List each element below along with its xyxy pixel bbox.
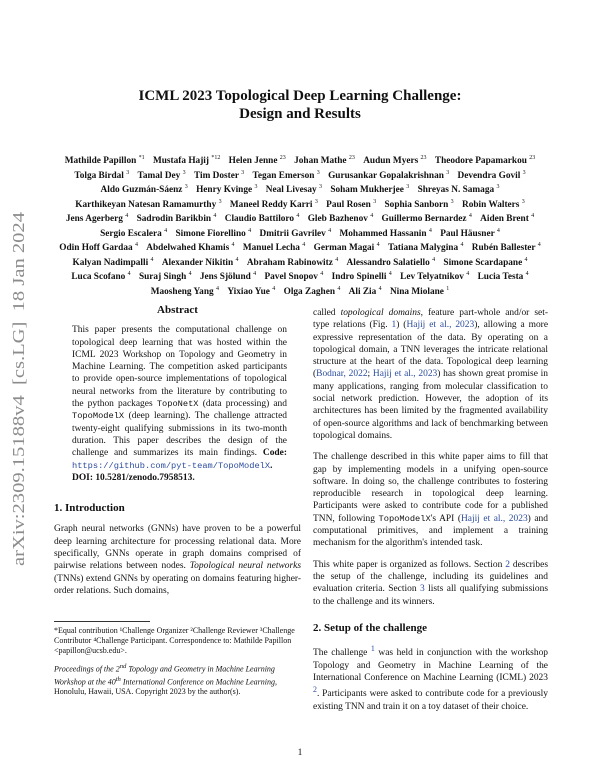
author-name — [326, 200, 376, 210]
author-name — [138, 171, 186, 181]
author-name-text: Tim Doster — [193, 170, 239, 181]
author-affiliation: 3 — [254, 184, 258, 190]
arxiv-identifier-stamp — [8, 212, 30, 566]
p2-text-b: 's API ( — [430, 513, 461, 524]
proceedings-text-a: Proceedings of the 2 — [54, 664, 120, 674]
abstract-body — [72, 324, 287, 484]
author-name-text: Gurusankar Gopalakrishnan — [328, 170, 444, 181]
author-affiliation: 4 — [215, 285, 219, 292]
author-name-text: Sergio Escalera — [100, 228, 162, 239]
author-name — [388, 243, 464, 253]
author-affiliation: 4 — [235, 256, 239, 263]
author-name-text: Theodore Papamarkou — [434, 156, 527, 167]
author-name — [137, 214, 217, 224]
author-name — [139, 272, 192, 282]
intro-text-1: Graph neural networks (GNNs) have proven to be a powerful deep learning architecture for processing relational data. More specifically, GNNs operate in graph domains comprised of pairwise relations between nodes. — [54, 524, 301, 572]
footnotes — [54, 621, 301, 703]
p3-text-a: This white paper is organized as follows. Section — [313, 559, 506, 570]
section-3-link[interactable]: 3 — [419, 584, 425, 595]
doi-text: . DOI: 10.5281/zenodo.7958513. — [72, 460, 273, 483]
author-name-text: German Magai — [313, 243, 375, 254]
author-name-text: Gleb Bazhenov — [307, 214, 368, 225]
author-affiliation: 4 — [272, 285, 276, 292]
author-name — [151, 287, 219, 297]
author-affiliation: 4 — [432, 256, 436, 263]
author-name-text: Alexander Nikitin — [161, 257, 234, 268]
author-name — [253, 171, 320, 181]
abstract-text-2: (data processing) and — [198, 399, 287, 410]
author-name-text: Maneel Reddy Karri — [229, 199, 313, 210]
author-name-text: Mustafa Hajij — [152, 156, 209, 167]
author-name-text: Tatiana Malygina — [387, 243, 459, 254]
proceedings-sup-2: th — [115, 675, 121, 683]
author-affiliation: 3 — [406, 184, 410, 190]
arxiv-stamp-text: arXiv:2309.15188v4 [cs.LG] 18 Jan 2024 — [9, 273, 28, 566]
author-affiliation: 4 — [388, 271, 392, 277]
author-name — [229, 156, 286, 166]
author-name-text: Simone Fiorellino — [175, 228, 246, 239]
author-name — [200, 272, 256, 282]
author-affiliation: 3 — [450, 198, 454, 205]
author-name — [146, 243, 234, 253]
author-name — [294, 156, 355, 166]
citation-link[interactable]: Bodnar, 2022 — [316, 369, 368, 380]
p1-text-f: ) has shown great promise in many applications, ranging from molecular classification to social network prediction. However, the adoption of its architectures has been limited by the fragmented availability of open-source algorithms and lack of benchmarking between topological domains. — [313, 369, 548, 441]
author-name-text: Lucia Testa — [477, 272, 524, 283]
author-name-text: Johan Mathe — [294, 156, 347, 167]
author-name-text: Soham Mukherjee — [330, 185, 404, 196]
author-list — [55, 153, 545, 298]
right-paragraph-3 — [313, 559, 548, 608]
author-affiliation: 4 — [496, 227, 500, 234]
author-name — [162, 258, 239, 268]
author-affiliation: 3 — [241, 169, 245, 176]
author-name-text: Dmitrii Gavrilev — [259, 228, 326, 239]
introduction-heading: 1. Introduction — [54, 502, 125, 515]
author-affiliation: 4 — [337, 285, 341, 292]
author-name — [230, 200, 318, 210]
author-affiliation: 4 — [428, 227, 432, 234]
author-name — [196, 185, 257, 195]
author-affiliation: 4 — [524, 256, 528, 263]
author-affiliation: 23 — [420, 155, 427, 161]
author-affiliation: 4 — [150, 256, 154, 263]
p1-text-c: ) ( — [396, 320, 407, 331]
author-name-text: Lev Telyatnikov — [400, 272, 464, 283]
author-name — [347, 258, 436, 268]
author-name-text: Sadrodin Barikbin — [136, 214, 212, 225]
author-name — [101, 185, 188, 195]
author-affiliation: *1 — [138, 155, 145, 161]
author-name-text: Sophia Sanborn — [384, 199, 449, 210]
p4-text-b: was held in conjunction with the workshop Topology and Geometry in Machine Learning of the International Conference on Machine Learning (ICML) 2023 — [313, 648, 549, 683]
author-name-text: Indro Spinelli — [331, 272, 387, 283]
author-affiliation: *12 — [211, 155, 221, 161]
author-name — [363, 156, 426, 166]
author-affiliation: 4 — [460, 242, 464, 248]
author-name — [72, 258, 153, 268]
code-label: Code: — [262, 448, 287, 459]
author-name — [330, 185, 409, 195]
author-name — [243, 243, 305, 253]
author-affiliation: 4 — [468, 213, 472, 219]
author-name-text: Abraham Rabinowitz — [246, 257, 333, 268]
right-column — [313, 307, 548, 722]
author-name-text: Luca Scofano — [71, 272, 126, 283]
author-affiliation: 4 — [328, 227, 332, 234]
p1-text-b: , feature part-whole and/or set-type relations (Fig. — [313, 308, 549, 331]
author-name-text: Paul Rosen — [326, 199, 371, 210]
section-2-link[interactable]: 2 — [505, 559, 510, 570]
author-name-text: Audun Myers — [363, 156, 419, 167]
author-name-text: Mathilde Papillon — [64, 156, 137, 167]
author-name — [175, 229, 251, 239]
setup-heading: 2. Setup of the challenge — [313, 621, 427, 634]
author-affiliation: 4 — [164, 227, 168, 234]
proceedings-text-b: Topology and Geometry in Machine Learning Workshop at the 40 — [54, 664, 275, 687]
author-name — [59, 243, 138, 253]
author-affiliation: 4 — [370, 213, 374, 219]
p1-text-e: ; — [367, 369, 373, 380]
code-repository-link[interactable]: https://github.com/pyt-team/TopoModelX — [72, 460, 271, 471]
author-affiliation: 4 — [188, 271, 192, 277]
author-name — [332, 272, 392, 282]
author-affiliation: 3 — [522, 169, 526, 176]
author-affiliation: 4 — [466, 271, 470, 277]
author-affiliation: 3 — [446, 169, 450, 176]
author-name — [314, 243, 380, 253]
author-name-text: Robin Walters — [462, 199, 520, 210]
p4-text-c: . Participants were asked to contribute code for a previously existing TNN and train it on a toy dataset of their choice. — [313, 689, 548, 712]
author-name-text: Suraj Singh — [138, 272, 187, 283]
author-affiliation: 4 — [253, 271, 257, 277]
author-affiliation: 23 — [348, 155, 355, 161]
p3-text-b: describes the setup of the challenge, including its guidelines and evaluation criteria. Section — [313, 559, 549, 595]
author-name — [458, 171, 526, 181]
author-name-text: Helen Jenne — [228, 156, 278, 167]
p2-text-a: The challenge described in this white paper aims to fill that gap by implementing models in a unifying open-source software. In doing so, the challenge contributes to fostering reproducible research in topological deep learning. Participants were asked to contribute code for a published TNN, following — [313, 452, 548, 524]
author-name — [74, 171, 129, 181]
author-name — [71, 272, 130, 282]
author-affiliation: 3 — [314, 198, 318, 205]
abstract-text-3: (deep learning). The challenge attracted twenty-eight qualifying submissions in its two-month duration. This paper describes the design of the challenge and summarizes its main findings. — [72, 411, 287, 459]
citation-link[interactable]: Hajij et al., 2023 — [406, 320, 475, 331]
author-name-text: Neal Livesay — [265, 185, 317, 196]
author-name — [284, 287, 341, 297]
tnn-term: Topological neural networks — [189, 561, 301, 572]
author-affiliation: 4 — [376, 242, 380, 248]
author-affiliation: 4 — [537, 242, 541, 248]
author-name-text: Tegan Emerson — [252, 170, 315, 181]
p4-text-a: The challenge — [313, 648, 371, 659]
p3-text-c: lists all qualifying submissions to the challenge and its winners. — [313, 584, 548, 607]
author-name-text: Henry Kvinge — [196, 185, 253, 196]
author-affiliation: 4 — [248, 227, 252, 234]
author-affiliation: 3 — [318, 184, 322, 190]
author-affiliation: 4 — [378, 285, 382, 292]
abstract-heading: Abstract — [157, 304, 198, 316]
author-name-text: Tolga Birdal — [74, 170, 124, 181]
author-name-text: Mohammed Hassanin — [339, 228, 427, 239]
author-name-text: Jens Sjölund — [199, 272, 251, 283]
author-name — [472, 243, 541, 253]
author-name — [443, 258, 527, 268]
author-name — [194, 171, 244, 181]
p2-text-c: ) and computational primitives, and implement a training mechanism for the algorithm's intended task. — [313, 513, 548, 549]
proceedings-text-d: , Honolulu, Hawaii, USA. Copyright 2023 by the author(s). — [54, 677, 278, 697]
author-name — [478, 272, 529, 282]
left-column — [54, 304, 301, 606]
author-name — [259, 229, 331, 239]
paper-title-line-1: ICML 2023 Topological Deep Learning Challenge: — [138, 88, 462, 104]
author-affiliation: 3 — [373, 198, 377, 205]
author-name-text: Devendra Govil — [457, 170, 521, 181]
author-name — [264, 272, 323, 282]
footnote-1-link[interactable]: 1 — [370, 644, 375, 654]
author-name-text: Karthikeyan Natesan Ramamurthy — [75, 199, 217, 210]
author-name-text: Pavel Snopov — [264, 272, 318, 283]
author-name — [75, 200, 221, 210]
author-name-text: Claudio Battiloro — [224, 214, 295, 225]
author-name — [153, 156, 220, 166]
author-name-text: Guillermo Bernardez — [381, 214, 467, 225]
footnote-divider — [54, 621, 150, 622]
author-name — [247, 258, 338, 268]
author-name — [390, 287, 449, 297]
author-name — [349, 287, 382, 297]
author-affiliation: 4 — [531, 213, 535, 219]
paper-title — [60, 87, 540, 123]
right-paragraph-4 — [313, 643, 548, 713]
author-name — [328, 171, 449, 181]
author-name — [66, 214, 128, 224]
author-name — [308, 214, 374, 224]
proceedings-sup-1: nd — [119, 663, 127, 670]
author-name — [480, 214, 534, 224]
author-name-text: Maosheng Yang — [150, 286, 214, 297]
intro-text-2: (TNNs) extend GNNs by operating on domains featuring higher-order relations. Such domains, — [54, 573, 301, 596]
author-affiliation: 3 — [521, 198, 525, 205]
author-name — [418, 185, 500, 195]
paper-title-line-2: Design and Results — [239, 106, 361, 122]
author-name-text: Nina Miolane — [389, 286, 444, 297]
author-affiliation: 4 — [231, 242, 235, 248]
p1-text-d: ), allowing a more expressive representation of the data. By operating on a topological domain, a TNN leverages the intricate relational structure at the heart of the data. Topological deep learning ( — [313, 320, 549, 380]
author-affiliation: 3 — [218, 198, 222, 205]
author-name — [65, 156, 145, 166]
p1-text-a: called — [313, 308, 341, 318]
author-name-text: Aldo Guzmán-Sáenz — [100, 185, 183, 196]
author-affiliation: 4 — [134, 242, 138, 248]
author-name-text: Simone Scardapane — [443, 257, 523, 268]
citation-link[interactable]: Hajij et al., 2023 — [372, 369, 438, 380]
author-name-text: Tamal Dey — [137, 170, 181, 181]
right-paragraph-2 — [313, 451, 548, 549]
author-name — [440, 229, 500, 239]
topological-domains-term: topological domains — [340, 308, 421, 318]
author-name-text: Kalyan Nadimpalli — [72, 257, 149, 268]
author-name-text: Olga Zaghen — [283, 286, 335, 297]
author-affiliation: 3 — [126, 169, 130, 176]
author-affiliation: 3 — [496, 184, 500, 190]
abstract-text: This paper presents the computational challenge on topological deep learning that was hosted within the ICML 2023 Workshop on Topology and Geometry in Machine Learning. The competition asked participants to provide open-source implementations of topological neural networks from the literature by contributing to the python packages — [72, 325, 287, 410]
author-name — [340, 229, 432, 239]
right-paragraph-1 — [313, 307, 548, 442]
author-name — [382, 214, 472, 224]
page-number: 1 — [297, 748, 303, 758]
author-affiliation: 1 — [446, 285, 450, 292]
introduction-paragraph — [54, 523, 301, 597]
author-affiliation: 4 — [320, 271, 324, 277]
author-affiliation: 4 — [213, 213, 217, 219]
author-name — [225, 214, 300, 224]
proceedings-text-c: International Conference on Machine Learning — [120, 677, 276, 687]
author-affiliation: 4 — [296, 213, 300, 219]
author-affiliation: 23 — [279, 155, 286, 161]
author-affiliation: 4 — [125, 213, 129, 219]
author-affiliation: 4 — [302, 242, 306, 248]
citation-link[interactable]: Hajij et al., 2023 — [460, 513, 528, 524]
author-name-text: Yixiao Yue — [227, 286, 270, 297]
author-name-text: Odin Hoff Gardaa — [59, 243, 133, 254]
package-name-toponetx: TopoNetX — [156, 399, 199, 410]
author-affiliation: 3 — [182, 169, 186, 176]
author-name-text: Jens Agerberg — [65, 214, 123, 225]
author-name-text: Rubén Ballester — [471, 243, 536, 254]
author-affiliation: 3 — [184, 184, 188, 190]
package-name-topomodelx: TopoModelX — [378, 513, 431, 524]
author-name — [266, 185, 322, 195]
author-affiliation: 23 — [529, 155, 536, 161]
author-name — [435, 156, 535, 166]
author-name — [400, 272, 469, 282]
author-name-text: Abdelwahed Khamis — [146, 243, 230, 254]
author-name-text: Shreyas N. Samaga — [417, 185, 495, 196]
author-name-text: Manuel Lecha — [242, 243, 300, 254]
author-name — [385, 200, 454, 210]
author-name — [462, 200, 525, 210]
author-affiliation: 4 — [127, 271, 131, 277]
package-name-topomodelx: TopoModelX — [72, 411, 125, 422]
figure-1-link[interactable]: 1 — [391, 320, 397, 331]
proceedings-footnote — [54, 662, 301, 697]
author-name-text: Ali Zia — [348, 286, 377, 297]
author-name — [227, 287, 275, 297]
author-name-text: Paul Häusner — [440, 228, 495, 239]
author-affiliation: 4 — [335, 256, 339, 263]
affiliation-footnote: *Equal contribution ¹Challenge Organizer ²Challenge Reviewer ³Challenge Contributor ⁴Challenge Participant. Correspondence to: Mathilde Papillon <papillon@ucsb.edu>. — [54, 626, 295, 655]
footnote-2-link[interactable]: 2 — [313, 685, 317, 695]
author-affiliation: 4 — [525, 271, 529, 277]
author-affiliation: 3 — [316, 169, 320, 176]
author-name-text: Aiden Brent — [480, 214, 529, 225]
author-name-text: Alessandro Salatiello — [346, 257, 430, 268]
author-name — [100, 229, 167, 239]
